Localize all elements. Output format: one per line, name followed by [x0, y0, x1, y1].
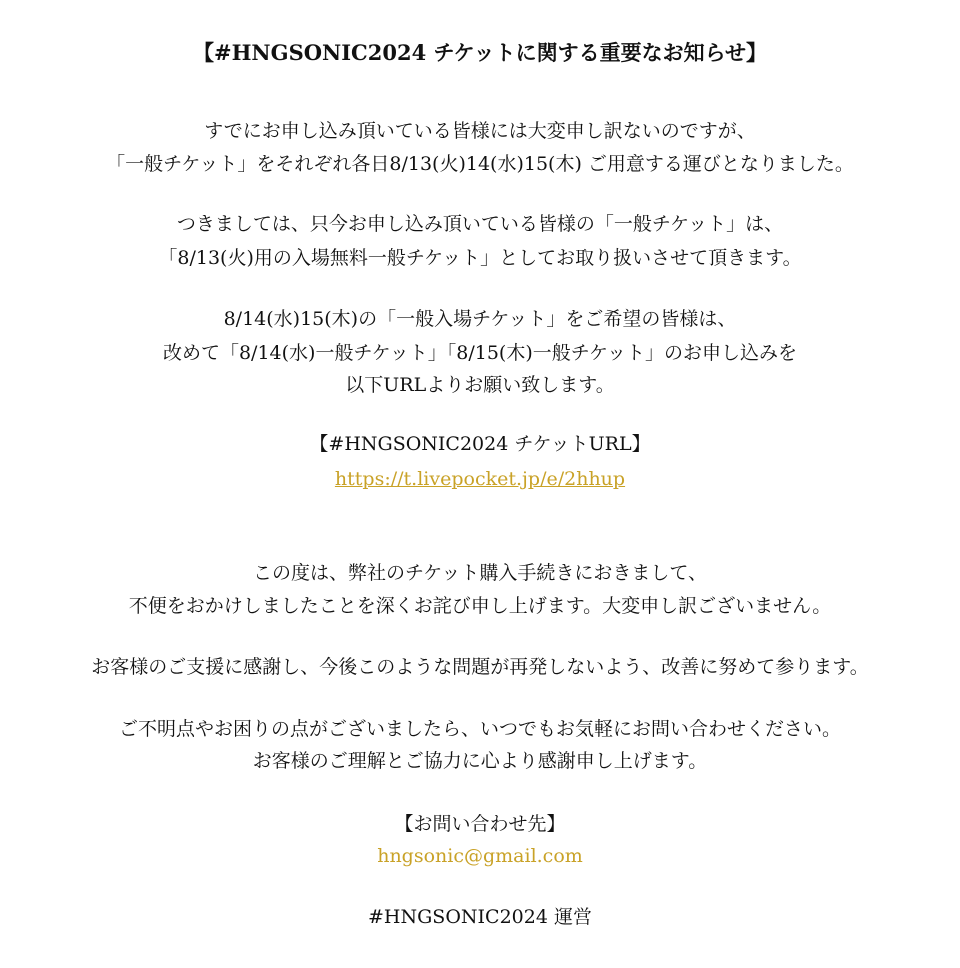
para4-line2: 不便をおかけしましたことを深くお詫び申し上げます。大変申し訳ございません。 [128, 595, 832, 617]
para1-line1: すでにお申し込み頂いている皆様には大変申し訳ないのですが、 [204, 120, 756, 142]
para4-line1: この度は、弊社のチケット購入手続きにおきまして、 [253, 562, 707, 584]
para5-line1: お客様のご支援に感謝し、今後このような問題が再発しないよう、改善に努めて参ります。 [91, 656, 869, 678]
contact-heading: 【お問い合わせ先】 [394, 813, 566, 835]
para3-line2: 改めて「8/14(水)一般チケット」「8/15(木)一般チケット」のお申し込みを [162, 342, 798, 364]
ticket-url-row [0, 466, 960, 492]
para1-line2: 「一般チケット」をそれぞれ各日8/13(火)14(水)15(木) ご用意する運びとなりました。 [106, 153, 854, 175]
ticket-url-link[interactable]: https://t.livepocket.jp/e/2hhup [334, 468, 626, 490]
para6-line1: ご不明点やお困りの点がございましたら、いつでもお気軽にお問い合わせください。 [118, 718, 841, 740]
para2-line1: つきましては、只今お申し込み頂いている皆様の「一般チケット」は、 [176, 213, 784, 235]
signature: #HNGSONIC2024 運営 [368, 906, 592, 928]
para3-line1: 8/14(水)15(木)の「一般入場チケット」をご希望の皆様は、 [223, 308, 737, 330]
para6-line2: お客様のご理解とご協力に心より感謝申し上げます。 [252, 750, 708, 772]
ticket-url-heading: 【#HNGSONIC2024 チケットURL】 [309, 433, 651, 455]
notice-title: 【#HNGSONIC2024 チケットに関する重要なお知らせ】 [193, 40, 767, 65]
para2-line2: 「8/13(火)用の入場無料一般チケット」としてお取り扱いさせて頂きます。 [158, 247, 802, 269]
contact-email[interactable]: hngsonic@gmail.com [377, 845, 583, 867]
para3-line3: 以下URLよりお願い致します。 [345, 374, 615, 396]
